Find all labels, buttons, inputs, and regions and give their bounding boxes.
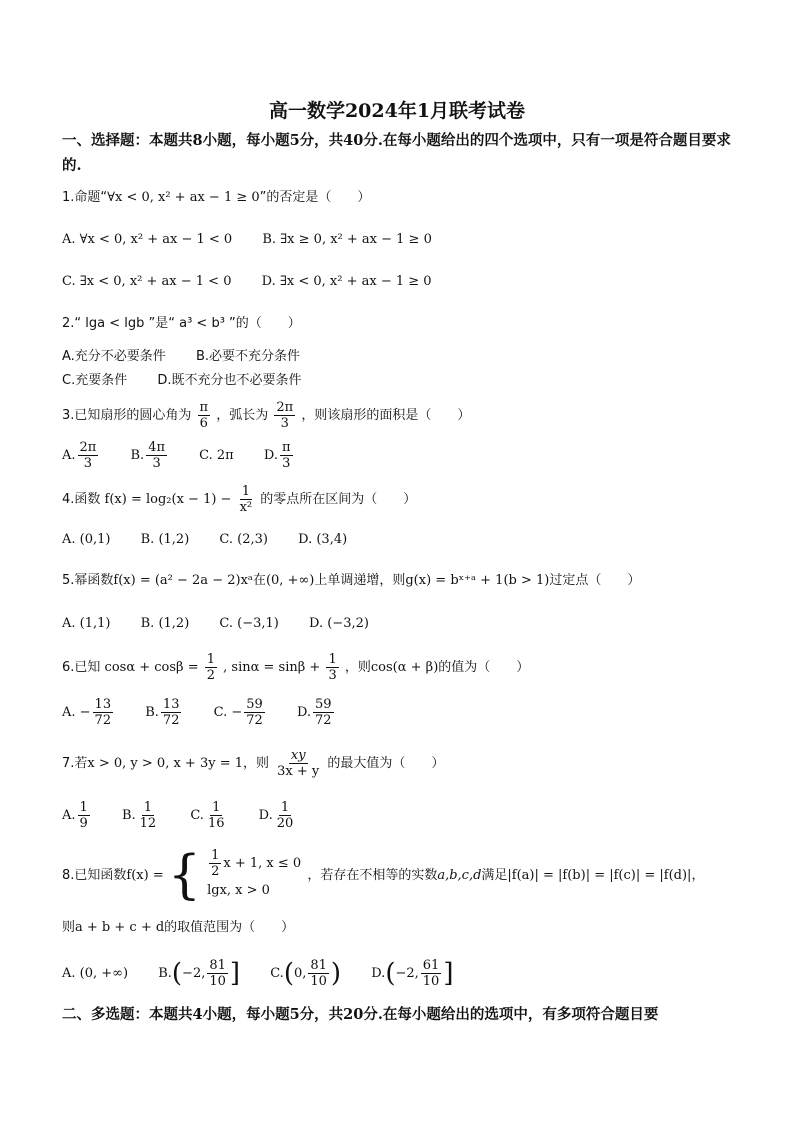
option-d: D. ∃x < 0, x² + ax − 1 ≥ 0 xyxy=(261,274,432,289)
question-5: 5.幂函数f(x) = (a² − 2a − 2)xᵃ在(0, +∞)上单调递增，则g(x) = bˣ⁺ᵃ + 1(b > 1)过定点（ ） xyxy=(62,573,641,588)
option-a: A. $\frac{2\pi}{3}$ xyxy=(62,440,97,471)
question-6-options xyxy=(62,697,362,728)
question-6: 6.已知 cosα + cosβ = $\frac{1}{2}$ , sinα = sinβ + $\frac{1}{3}$ ，则cos(α + β)的值为（ ） xyxy=(62,652,530,683)
fraction: $\frac{1}{2}$ xyxy=(206,652,216,683)
option-a: A. (0,1) xyxy=(62,532,111,547)
option-b: B. $\frac{4\pi}{3}$ xyxy=(130,440,166,471)
option-c: C. $\frac{1}{16}$ xyxy=(190,800,225,831)
question-2: 2.“ lga < lgb ”是“ a³ < b³ ”的（ ） xyxy=(62,316,301,331)
fraction: $\frac{1}{3}$ xyxy=(328,652,337,683)
option-b: B. $\frac{13}{72}$ xyxy=(145,697,180,728)
question-2-options-cd xyxy=(62,371,328,391)
question-5-options xyxy=(62,614,395,634)
question-4: 4.函数 f(x) = log₂(x − 1) − $\frac{1}{\text{x²}}$ 的零点所在区间为（ ） xyxy=(62,484,417,515)
option-a: A. − $\frac{13}{72}$ xyxy=(62,697,112,728)
option-a: A. (0, +∞) xyxy=(62,966,129,981)
section2-heading: 二、多选题：本题共4小题，每小题5分，共20分.在每小题给出的选项中，有多项符合题目要 xyxy=(62,1006,659,1023)
option-c: C. (2,3) xyxy=(219,532,268,547)
question-1-options-cd xyxy=(62,272,458,292)
option-d: D. (3,4) xyxy=(298,532,348,547)
option-b: B.(−2, $\frac{81}{10}$ ] xyxy=(158,958,241,989)
option-d: D. $\frac{59}{72}$ xyxy=(296,697,332,728)
exam-title: 高一数学2024年1月联考试卷 xyxy=(268,100,526,122)
fraction: $\frac{\pi}{6}$ xyxy=(199,400,209,431)
question-1-options-ab xyxy=(62,230,458,250)
option-d: D.(−2, $\frac{61}{10}$ ] xyxy=(371,958,454,989)
option-b: B. $\frac{1}{12}$ xyxy=(121,800,157,831)
option-a: A. (1,1) xyxy=(62,616,111,631)
option-d: D. (−3,2) xyxy=(309,616,369,631)
option-b: B. (1,2) xyxy=(140,616,190,631)
option-a: A. $\frac{1}{9}$ xyxy=(62,800,88,831)
piecewise-cases: $\frac{1}{2}$ x + 1, x ≤ 0 lgx, x > 0 xyxy=(207,848,302,898)
option-b: B. ∃x ≥ 0, x² + ax − 1 ≥ 0 xyxy=(262,232,432,247)
option-c: C. − $\frac{59}{72}$ xyxy=(213,697,263,728)
question-1: 1.命题“∀x < 0, x² + ax − 1 ≥ 0”的否定是（ ） xyxy=(62,190,371,205)
option-c: C. ∃x < 0, x² + ax − 1 < 0 xyxy=(62,274,232,289)
fraction: $\frac{2\pi}{3}$ xyxy=(276,400,294,431)
option-d: D. $\frac{\pi}{3}$ xyxy=(263,440,291,471)
question-7-options xyxy=(62,800,323,831)
question-8-line2: 则a + b + c + d的取值范围为（ ） xyxy=(62,920,295,935)
option-b: B. (1,2) xyxy=(140,532,190,547)
question-8-options xyxy=(62,958,479,989)
option-c: C. (−3,1) xyxy=(219,616,279,631)
question-2-options-ab xyxy=(62,347,326,367)
fraction: $\frac{xy}{3x + y}$ xyxy=(277,748,320,779)
option-d: D.既不充分也不必要条件 xyxy=(157,373,302,388)
option-c: C. 2π xyxy=(199,448,234,463)
option-c: C.充要条件 xyxy=(62,373,128,388)
option-a: A.充分不必要条件 xyxy=(62,349,166,364)
option-d: D. $\frac{1}{20}$ xyxy=(258,800,294,831)
question-7: 7.若x > 0, y > 0, x + 3y = 1，则 $\frac{xy}{3x + y}$ 的最大值为（ ） xyxy=(62,748,445,779)
fraction: $\frac{1}{\text{x²}}$ xyxy=(239,484,253,515)
option-c: C.(0, $\frac{81}{10}$ ) xyxy=(270,958,342,989)
question-3-options xyxy=(62,440,321,471)
question-8: 8.已知函数f(x) = { $\frac{1}{2}$ x + 1, x ≤ 0 lgx, x > 0 ，若存在不相等的实数a,b,c,d满足|f(a)| = |f(b)| = |f(c)| = |f(d)|， xyxy=(62,845,705,906)
question-4-options xyxy=(62,530,373,550)
section1-heading: 一、选择题：本题共8小题，每小题5分，共40分.在每小题给出的四个选项中，只有一项是符合题目要求的. xyxy=(62,132,731,174)
option-a: A. ∀x < 0, x² + ax − 1 < 0 xyxy=(62,232,233,247)
left-brace: { xyxy=(167,845,201,906)
question-3: 3.已知扇形的圆心角为 $\frac{\pi}{6}$ ，弧长为 $\frac{2\pi}{3}$ ，则该扇形的面积是（ ） xyxy=(62,400,471,431)
option-b: B.必要不充分条件 xyxy=(195,349,301,364)
